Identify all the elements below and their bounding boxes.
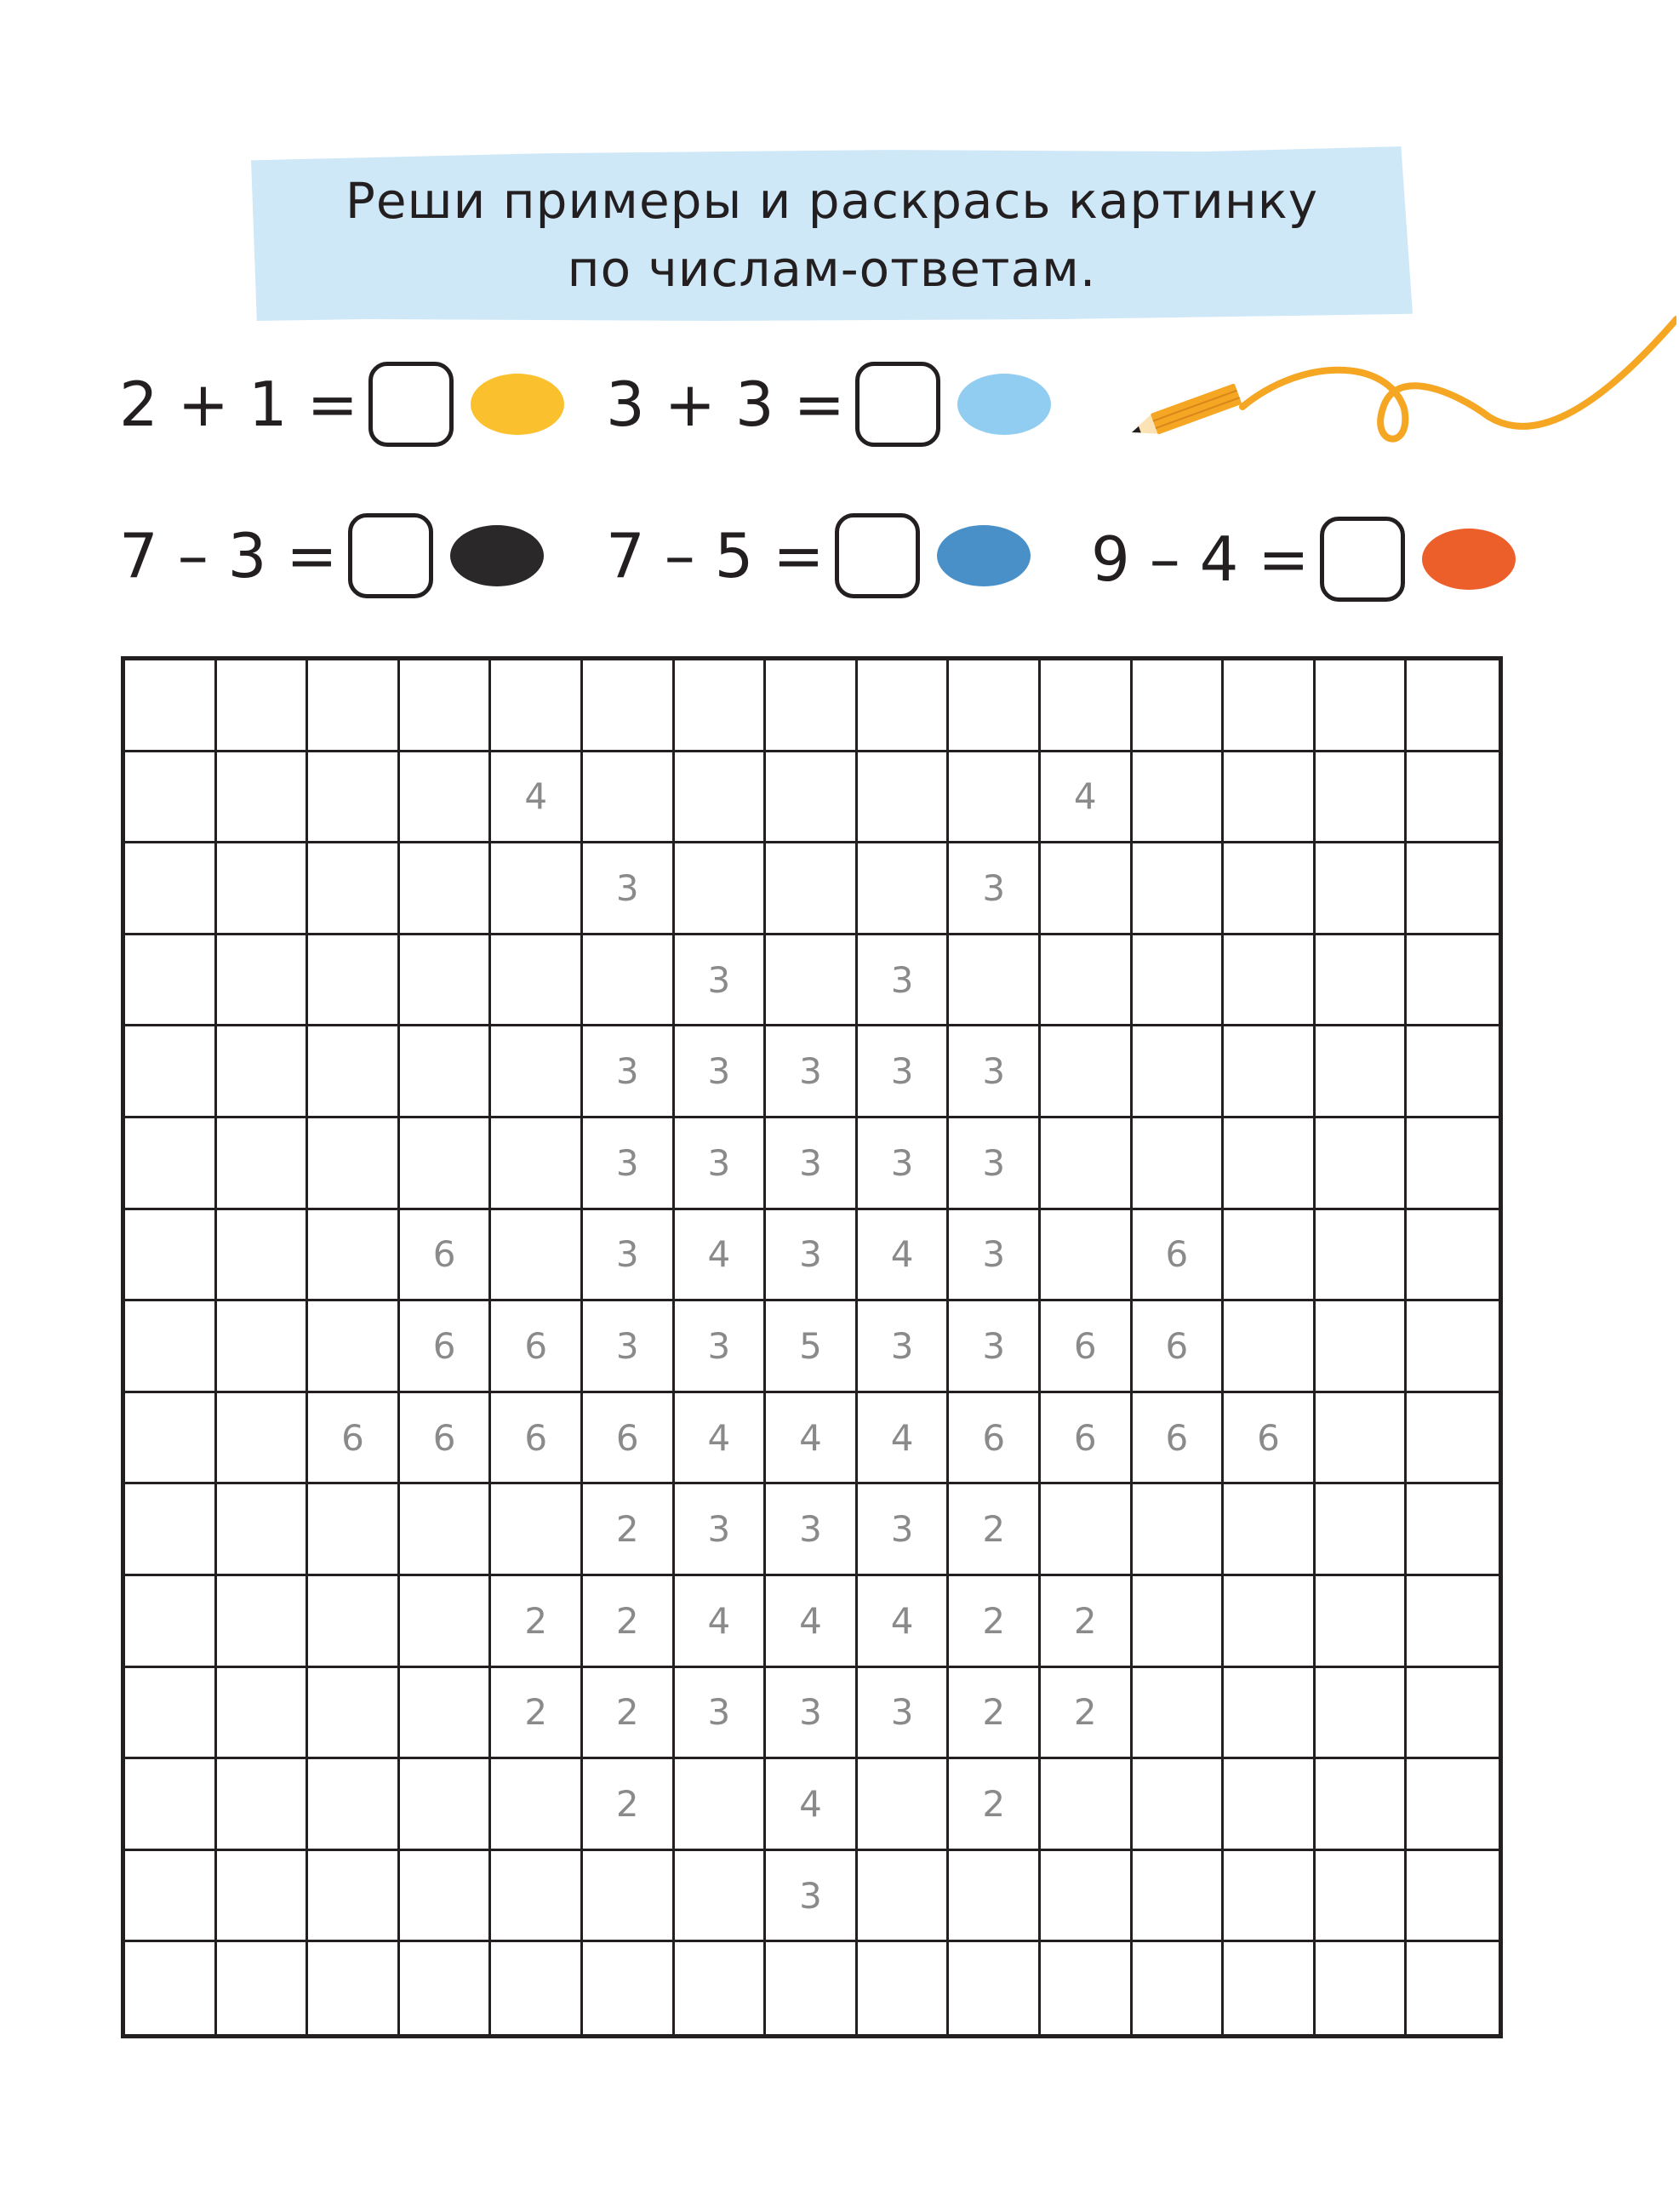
- grid-cell[interactable]: 6: [400, 1210, 492, 1302]
- grid-cell[interactable]: [125, 1118, 217, 1210]
- instruction-text: [251, 167, 1413, 303]
- grid-cell[interactable]: [1316, 1576, 1408, 1668]
- grid-cell[interactable]: [1133, 1942, 1225, 2034]
- grid-cell[interactable]: [1041, 1851, 1133, 1943]
- grid-cell[interactable]: [1407, 1118, 1499, 1210]
- grid-cell[interactable]: [217, 1484, 309, 1576]
- grid-cell[interactable]: [675, 660, 767, 752]
- grid-cell[interactable]: [308, 1301, 400, 1393]
- grid-cell[interactable]: 3: [949, 1118, 1041, 1210]
- grid-cell[interactable]: [1041, 843, 1133, 935]
- grid-cell[interactable]: 2: [491, 1668, 583, 1760]
- grid-cell[interactable]: [1133, 752, 1225, 844]
- grid-cell[interactable]: [491, 1210, 583, 1302]
- grid-cell[interactable]: [308, 1759, 400, 1851]
- grid-cell[interactable]: [125, 752, 217, 844]
- grid-cell[interactable]: [1316, 1393, 1408, 1485]
- grid-cell[interactable]: 3: [675, 935, 767, 1027]
- grid-cell[interactable]: [1224, 1210, 1316, 1302]
- grid-cell[interactable]: 4: [491, 752, 583, 844]
- grid-cell[interactable]: [1316, 1851, 1408, 1943]
- grid-cell[interactable]: [1316, 1026, 1408, 1118]
- grid-cell[interactable]: [949, 935, 1041, 1027]
- grid-cell[interactable]: [1224, 1118, 1316, 1210]
- grid-cell[interactable]: [1316, 660, 1408, 752]
- grid-cell[interactable]: [125, 1759, 217, 1851]
- grid-cell[interactable]: [1407, 752, 1499, 844]
- grid-cell[interactable]: 6: [308, 1393, 400, 1485]
- grid-cell[interactable]: [1316, 935, 1408, 1027]
- grid-cell[interactable]: 6: [1224, 1393, 1316, 1485]
- grid-cell[interactable]: [400, 1851, 492, 1943]
- grid-cell[interactable]: [583, 1851, 675, 1943]
- grid-cell[interactable]: 2: [949, 1759, 1041, 1851]
- example-5: [1091, 512, 1516, 606]
- grid-cell[interactable]: 2: [949, 1576, 1041, 1668]
- grid-cell[interactable]: [125, 1301, 217, 1393]
- grid-cell[interactable]: 2: [1041, 1668, 1133, 1760]
- grid-cell[interactable]: 3: [583, 1026, 675, 1118]
- grid-cell[interactable]: [766, 935, 858, 1027]
- grid-cell[interactable]: [1316, 1668, 1408, 1760]
- grid-cell[interactable]: [675, 1851, 767, 1943]
- grid-cell[interactable]: [1133, 1668, 1225, 1760]
- grid-cell[interactable]: [1041, 1118, 1133, 1210]
- grid-cell[interactable]: [1133, 1118, 1225, 1210]
- grid-cell[interactable]: [1407, 843, 1499, 935]
- grid-cell[interactable]: [1407, 1851, 1499, 1943]
- grid-cell[interactable]: [217, 1759, 309, 1851]
- grid-cell[interactable]: 3: [949, 843, 1041, 935]
- grid-cell[interactable]: 3: [675, 1026, 767, 1118]
- grid-cell[interactable]: 3: [766, 1118, 858, 1210]
- grid-cell[interactable]: [1316, 1484, 1408, 1576]
- grid-cell[interactable]: [217, 1668, 309, 1760]
- grid-cell[interactable]: 2: [583, 1668, 675, 1760]
- grid-cell[interactable]: 2: [583, 1484, 675, 1576]
- color-swatch-light-blue: [957, 374, 1051, 435]
- grid-cell[interactable]: [1224, 1759, 1316, 1851]
- grid-cell[interactable]: 6: [1133, 1210, 1225, 1302]
- grid-cell[interactable]: 4: [766, 1393, 858, 1485]
- grid-cell[interactable]: [1316, 843, 1408, 935]
- grid-cell[interactable]: 6: [491, 1393, 583, 1485]
- grid-cell[interactable]: 3: [949, 1210, 1041, 1302]
- grid-cell[interactable]: 2: [583, 1576, 675, 1668]
- grid-cell[interactable]: 3: [583, 1301, 675, 1393]
- answer-box[interactable]: [368, 362, 454, 447]
- grid-cell[interactable]: [217, 1851, 309, 1943]
- grid-cell[interactable]: [491, 660, 583, 752]
- grid-cell[interactable]: 3: [766, 1851, 858, 1943]
- grid-cell[interactable]: [1133, 1576, 1225, 1668]
- answer-box[interactable]: [835, 513, 920, 598]
- grid-cell[interactable]: 4: [675, 1393, 767, 1485]
- grid-cell[interactable]: [675, 1759, 767, 1851]
- grid-cell[interactable]: 4: [766, 1759, 858, 1851]
- grid-cell[interactable]: [308, 1210, 400, 1302]
- example-1: [119, 357, 564, 451]
- example-expression: 7 – 3 =: [119, 520, 338, 592]
- grid-cell[interactable]: [400, 1118, 492, 1210]
- grid-cell[interactable]: [858, 752, 950, 844]
- grid-cell[interactable]: 3: [766, 1210, 858, 1302]
- grid-cell[interactable]: [1133, 660, 1225, 752]
- grid-cell[interactable]: [1224, 1668, 1316, 1760]
- grid-cell[interactable]: [125, 1851, 217, 1943]
- grid-cell[interactable]: [675, 752, 767, 844]
- grid-cell[interactable]: 3: [949, 1301, 1041, 1393]
- grid-cell[interactable]: [400, 1026, 492, 1118]
- grid-cell[interactable]: [217, 1942, 309, 2034]
- example-expression: 2 + 1 =: [119, 369, 358, 440]
- instruction-line-2: по числам-ответам.: [567, 240, 1097, 298]
- grid-cell[interactable]: [308, 1026, 400, 1118]
- grid-cell[interactable]: [1316, 1759, 1408, 1851]
- grid-cell[interactable]: 3: [583, 1210, 675, 1302]
- grid-cell[interactable]: 4: [858, 1210, 950, 1302]
- grid-cell[interactable]: 6: [583, 1393, 675, 1485]
- grid-cell[interactable]: [675, 843, 767, 935]
- grid-cell[interactable]: 3: [858, 1301, 950, 1393]
- grid-cell[interactable]: [1316, 752, 1408, 844]
- grid-cell[interactable]: 3: [858, 1118, 950, 1210]
- grid-cell[interactable]: [308, 1118, 400, 1210]
- grid-cell[interactable]: [308, 1668, 400, 1760]
- answer-box[interactable]: [348, 513, 433, 598]
- grid-cell[interactable]: [1224, 1576, 1316, 1668]
- grid-cell[interactable]: [217, 1301, 309, 1393]
- grid-cell[interactable]: 3: [675, 1118, 767, 1210]
- grid-cell[interactable]: 2: [949, 1484, 1041, 1576]
- grid-cell[interactable]: [766, 1942, 858, 2034]
- grid-cell[interactable]: [766, 660, 858, 752]
- grid-cell[interactable]: [308, 1576, 400, 1668]
- grid-cell[interactable]: [1407, 1301, 1499, 1393]
- grid-cell[interactable]: [1316, 1942, 1408, 2034]
- grid-cell[interactable]: [217, 1210, 309, 1302]
- grid-cell[interactable]: 2: [491, 1576, 583, 1668]
- grid-cell[interactable]: [400, 752, 492, 844]
- grid-cell[interactable]: 4: [858, 1576, 950, 1668]
- grid-cell[interactable]: [491, 1118, 583, 1210]
- grid-cell[interactable]: [491, 1759, 583, 1851]
- grid-cell[interactable]: [1316, 1301, 1408, 1393]
- grid-cell[interactable]: [1224, 752, 1316, 844]
- grid-cell[interactable]: [583, 1942, 675, 2034]
- grid-cell[interactable]: [1133, 1026, 1225, 1118]
- grid-cell[interactable]: [1133, 1484, 1225, 1576]
- grid-cell[interactable]: 6: [491, 1301, 583, 1393]
- grid-cell[interactable]: [1133, 1759, 1225, 1851]
- grid-cell[interactable]: [125, 1942, 217, 2034]
- grid-cell[interactable]: [400, 1668, 492, 1760]
- grid-cell[interactable]: 3: [675, 1301, 767, 1393]
- grid-cell[interactable]: [1224, 1301, 1316, 1393]
- grid-cell[interactable]: [1041, 1759, 1133, 1851]
- grid-cell[interactable]: [491, 935, 583, 1027]
- grid-cell[interactable]: [583, 660, 675, 752]
- grid-cell[interactable]: [308, 935, 400, 1027]
- grid-cell[interactable]: [217, 1118, 309, 1210]
- grid-cell[interactable]: [1407, 935, 1499, 1027]
- grid-cell[interactable]: [491, 1484, 583, 1576]
- grid-cell[interactable]: [1316, 1118, 1408, 1210]
- grid-cell[interactable]: [125, 1484, 217, 1576]
- grid-cell[interactable]: [217, 935, 309, 1027]
- grid-cell[interactable]: [949, 660, 1041, 752]
- grid-cell[interactable]: [400, 1576, 492, 1668]
- grid-cell[interactable]: [125, 1026, 217, 1118]
- grid-cell[interactable]: 3: [766, 1484, 858, 1576]
- grid-cell[interactable]: [308, 843, 400, 935]
- grid-cell[interactable]: [1224, 843, 1316, 935]
- grid-cell[interactable]: 4: [858, 1393, 950, 1485]
- example-4: [606, 509, 1031, 603]
- grid-cell[interactable]: [125, 1576, 217, 1668]
- grid-cell[interactable]: [1133, 1851, 1225, 1943]
- grid-cell[interactable]: [1407, 1484, 1499, 1576]
- grid-cell[interactable]: [125, 935, 217, 1027]
- grid-cell[interactable]: [308, 1851, 400, 1943]
- grid-cell[interactable]: [1041, 935, 1133, 1027]
- grid-cell[interactable]: [491, 1851, 583, 1943]
- answer-box[interactable]: [855, 362, 940, 447]
- grid-cell[interactable]: [1224, 660, 1316, 752]
- grid-cell[interactable]: 4: [766, 1576, 858, 1668]
- example-expression: 7 – 5 =: [606, 520, 825, 592]
- grid-cell[interactable]: 6: [1041, 1301, 1133, 1393]
- grid-cell[interactable]: [1224, 1484, 1316, 1576]
- grid-cell[interactable]: [217, 843, 309, 935]
- grid-cell[interactable]: [491, 1026, 583, 1118]
- grid-cell[interactable]: [125, 843, 217, 935]
- grid-cell[interactable]: 3: [766, 1026, 858, 1118]
- grid-cell[interactable]: 2: [949, 1668, 1041, 1760]
- grid-cell[interactable]: [400, 1484, 492, 1576]
- grid-cell[interactable]: [308, 752, 400, 844]
- color-swatch-blue: [937, 525, 1031, 586]
- grid-cell[interactable]: [858, 1851, 950, 1943]
- grid-cell[interactable]: [125, 1210, 217, 1302]
- grid-cell[interactable]: [1041, 660, 1133, 752]
- grid-cell[interactable]: [400, 1759, 492, 1851]
- grid-cell[interactable]: [858, 1942, 950, 2034]
- grid-cell[interactable]: 3: [858, 1668, 950, 1760]
- pencil-icon: [1132, 306, 1676, 460]
- grid-cell[interactable]: [1041, 1484, 1133, 1576]
- example-expression: 3 + 3 =: [606, 369, 845, 440]
- grid-cell[interactable]: [217, 1576, 309, 1668]
- grid-cell[interactable]: [1407, 1668, 1499, 1760]
- grid-cell[interactable]: [217, 1393, 309, 1485]
- grid-cell[interactable]: [858, 660, 950, 752]
- coloring-grid: [121, 656, 1503, 2038]
- grid-cell[interactable]: 3: [858, 1026, 950, 1118]
- grid-cell[interactable]: [491, 1942, 583, 2034]
- grid-cell[interactable]: [1041, 1942, 1133, 2034]
- grid-cell[interactable]: [125, 1393, 217, 1485]
- grid-cell[interactable]: 3: [675, 1668, 767, 1760]
- grid-cell[interactable]: [308, 660, 400, 752]
- grid-cell[interactable]: 3: [858, 1484, 950, 1576]
- grid-cell[interactable]: [1407, 1942, 1499, 2034]
- grid-cell[interactable]: 6: [1133, 1393, 1225, 1485]
- example-expression: 9 – 4 =: [1091, 523, 1310, 595]
- grid-cell[interactable]: 3: [583, 1118, 675, 1210]
- answer-box[interactable]: [1320, 517, 1405, 602]
- grid-cell[interactable]: [675, 1942, 767, 2034]
- grid-cell[interactable]: [217, 752, 309, 844]
- grid-cell[interactable]: [217, 660, 309, 752]
- grid-cell[interactable]: 3: [949, 1026, 1041, 1118]
- grid-cell[interactable]: [766, 843, 858, 935]
- grid-cell[interactable]: [949, 1942, 1041, 2034]
- grid-cell[interactable]: [1224, 1026, 1316, 1118]
- grid-cell[interactable]: [1224, 1942, 1316, 2034]
- grid-cell[interactable]: 4: [675, 1210, 767, 1302]
- color-swatch-orange: [1422, 529, 1516, 590]
- grid-cell[interactable]: [1133, 843, 1225, 935]
- grid-cell[interactable]: [1224, 1851, 1316, 1943]
- grid-cell[interactable]: [1407, 660, 1499, 752]
- grid-cell[interactable]: [400, 1942, 492, 2034]
- grid-cell[interactable]: [583, 752, 675, 844]
- grid-cell[interactable]: [583, 935, 675, 1027]
- grid-cell[interactable]: [400, 935, 492, 1027]
- grid-cell[interactable]: 4: [1041, 752, 1133, 844]
- grid-cell[interactable]: [1316, 1210, 1408, 1302]
- grid-cell[interactable]: [400, 660, 492, 752]
- grid-cell[interactable]: [125, 1668, 217, 1760]
- grid-cell[interactable]: [1224, 935, 1316, 1027]
- grid-cell[interactable]: [217, 1026, 309, 1118]
- example-3: [119, 509, 544, 603]
- grid-cell[interactable]: [1133, 935, 1225, 1027]
- grid-cell[interactable]: [949, 1851, 1041, 1943]
- color-swatch-black: [450, 525, 544, 586]
- grid-cell[interactable]: [400, 843, 492, 935]
- grid-cell[interactable]: 3: [766, 1668, 858, 1760]
- grid-cell[interactable]: 6: [400, 1393, 492, 1485]
- grid-cell[interactable]: [1407, 1210, 1499, 1302]
- grid-cell[interactable]: 3: [858, 935, 950, 1027]
- grid-cell[interactable]: 5: [766, 1301, 858, 1393]
- grid-cell[interactable]: [1041, 1210, 1133, 1302]
- grid-cell[interactable]: 2: [583, 1759, 675, 1851]
- grid-cell[interactable]: [1407, 1576, 1499, 1668]
- grid-cell[interactable]: [1407, 1393, 1499, 1485]
- grid-cell[interactable]: 6: [1041, 1393, 1133, 1485]
- grid-cell[interactable]: 4: [675, 1576, 767, 1668]
- grid-cell[interactable]: [491, 843, 583, 935]
- grid-cell[interactable]: [308, 1942, 400, 2034]
- example-2: [606, 357, 1051, 451]
- grid-cell[interactable]: 3: [583, 843, 675, 935]
- grid-cell[interactable]: [1041, 1026, 1133, 1118]
- grid-cell[interactable]: [858, 1759, 950, 1851]
- grid-cell[interactable]: 3: [675, 1484, 767, 1576]
- instruction-line-1: Реши примеры и раскрась картинку: [345, 172, 1319, 230]
- grid-cell[interactable]: [1407, 1026, 1499, 1118]
- grid-cell[interactable]: 6: [949, 1393, 1041, 1485]
- color-swatch-yellow: [471, 374, 564, 435]
- grid-cell[interactable]: 6: [1133, 1301, 1225, 1393]
- grid-cell[interactable]: 6: [400, 1301, 492, 1393]
- grid-cell[interactable]: 2: [1041, 1576, 1133, 1668]
- grid-cell[interactable]: [125, 660, 217, 752]
- grid-cell[interactable]: [308, 1484, 400, 1576]
- grid-cell[interactable]: [949, 752, 1041, 844]
- grid-cell[interactable]: [1407, 1759, 1499, 1851]
- grid-cell[interactable]: [766, 752, 858, 844]
- grid-cell[interactable]: [858, 843, 950, 935]
